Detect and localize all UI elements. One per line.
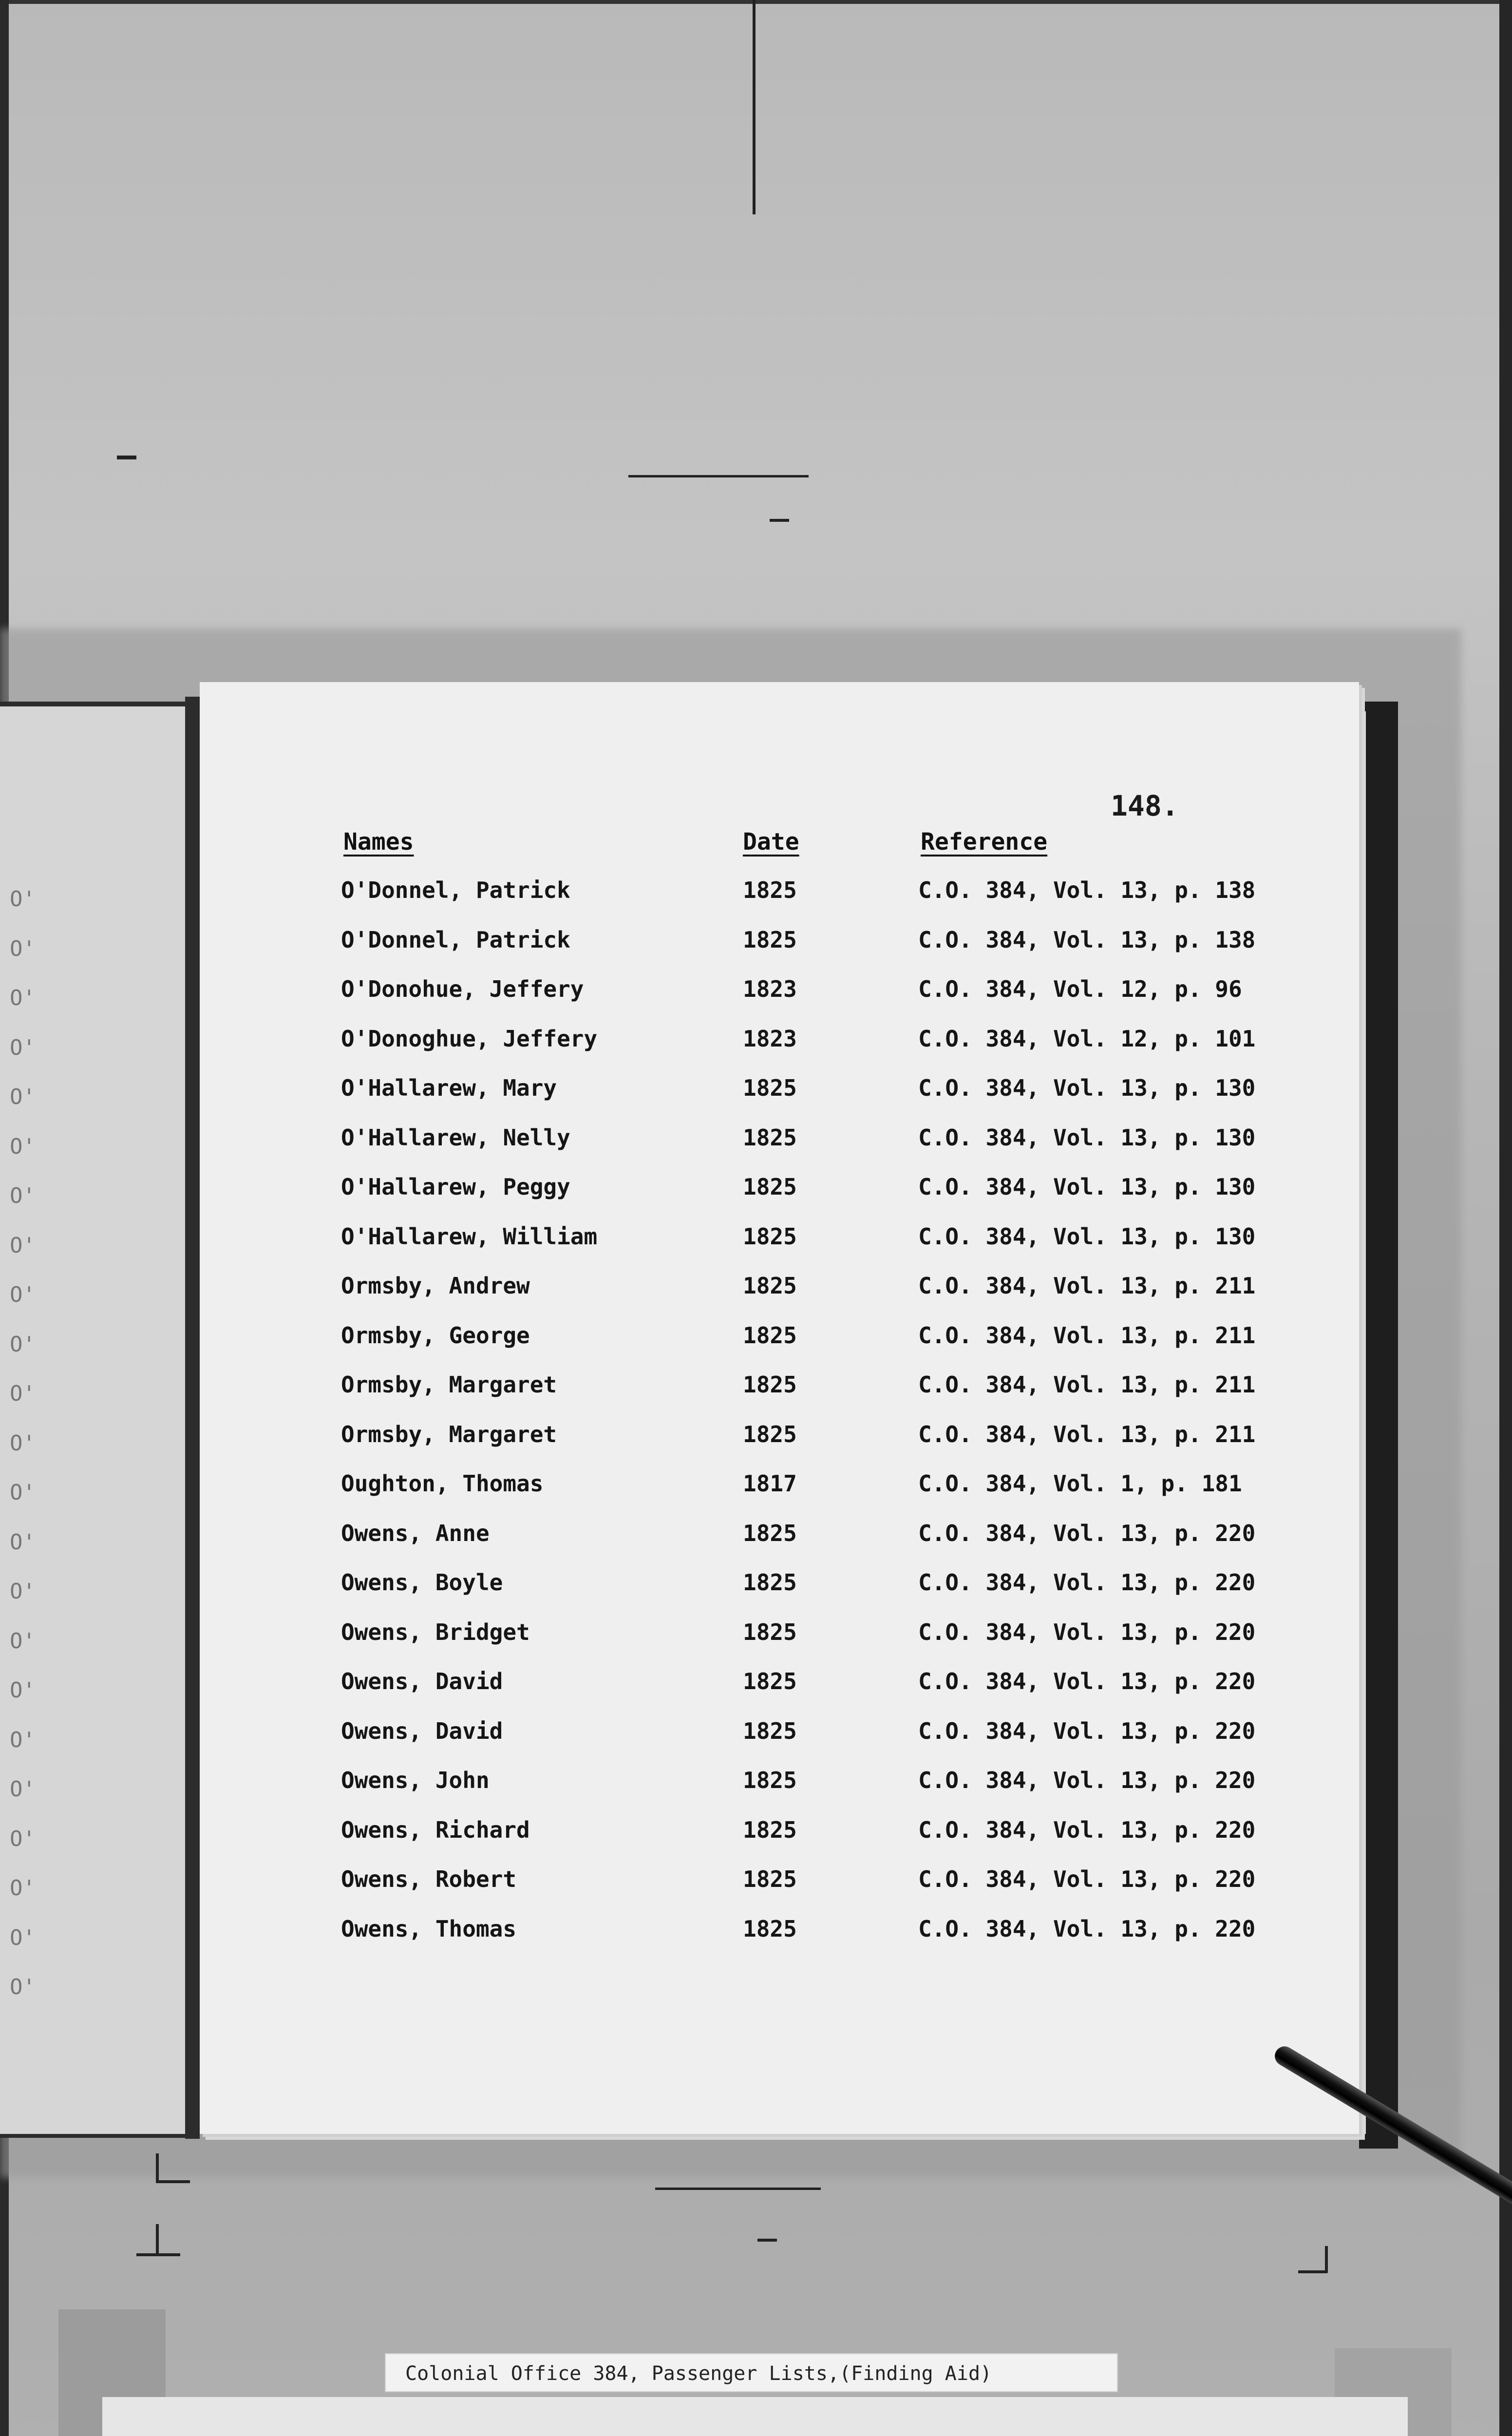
row-name: O'Hallarew, William [341, 1223, 598, 1250]
corner-mark [156, 2180, 190, 2183]
table-row [0, 1817, 1512, 1861]
row-name: Owens, Bridget [341, 1618, 530, 1645]
table-row [0, 1619, 1512, 1663]
corner-mark [156, 2153, 159, 2183]
left-page-mark: O' [10, 1134, 36, 1159]
row-name: O'Hallarew, Nelly [341, 1124, 570, 1151]
left-page-mark: O' [10, 1727, 36, 1752]
row-reference: C.O. 384, Vol. 13, p. 220 [918, 1816, 1256, 1843]
table-row [0, 927, 1512, 971]
row-name: Owens, Thomas [341, 1915, 517, 1942]
left-page-mark: O' [10, 887, 36, 912]
left-page-mark: O' [10, 936, 36, 961]
row-name: Oughton, Thomas [341, 1470, 544, 1497]
row-date: 1825 [743, 1223, 797, 1250]
row-name: Ormsby, Andrew [341, 1273, 530, 1299]
row-reference: C.O. 384, Vol. 13, p. 220 [918, 1866, 1256, 1892]
dash-mark [757, 2239, 777, 2242]
row-reference: C.O. 384, Vol. 13, p. 211 [918, 1371, 1256, 1398]
row-reference: C.O. 384, Vol. 13, p. 220 [918, 1767, 1256, 1793]
table-row [0, 1866, 1512, 1910]
row-name: O'Hallarew, Peggy [341, 1174, 570, 1200]
table-row [0, 1273, 1512, 1316]
row-date: 1823 [743, 976, 797, 1002]
left-page-mark: O' [10, 1579, 36, 1604]
corner-mark [1298, 2270, 1327, 2273]
row-reference: C.O. 384, Vol. 13, p. 138 [918, 877, 1256, 903]
vertical-mark [753, 0, 756, 214]
row-date: 1825 [743, 1767, 797, 1793]
row-date: 1825 [743, 1322, 797, 1349]
row-name: Ormsby, Margaret [341, 1371, 557, 1398]
row-date: 1825 [743, 1075, 797, 1101]
table-row [0, 1124, 1512, 1168]
table-row [0, 1470, 1512, 1514]
left-page-mark: O' [10, 1233, 36, 1258]
table-row [0, 976, 1512, 1020]
left-page-mark: O' [10, 1777, 36, 1802]
left-page-mark: O' [10, 1529, 36, 1555]
left-page-mark: O' [10, 1430, 36, 1456]
archives-label [102, 2397, 1408, 2436]
row-name: Ormsby, Margaret [341, 1421, 557, 1447]
row-reference: C.O. 384, Vol. 13, p. 130 [918, 1075, 1256, 1101]
row-reference: C.O. 384, Vol. 13, p. 211 [918, 1421, 1256, 1447]
left-page-mark: O' [10, 986, 36, 1010]
left-page-mark: O' [10, 1678, 36, 1703]
row-name: O'Hallarew, Mary [341, 1075, 557, 1101]
film-border-top [0, 0, 1512, 4]
left-page-mark: O' [10, 1876, 36, 1901]
row-name: O'Donnel, Patrick [341, 877, 570, 903]
row-reference: C.O. 384, Vol. 13, p. 130 [918, 1174, 1256, 1200]
row-date: 1825 [743, 1816, 797, 1843]
row-name: O'Donohue, Jeffery [341, 976, 584, 1002]
table-row [0, 1916, 1512, 1960]
row-date: 1825 [743, 1520, 797, 1546]
left-page-mark: O' [10, 1035, 36, 1060]
horizontal-mark [628, 475, 809, 477]
header-names: Names [343, 828, 414, 856]
left-page-mark: O' [10, 1480, 36, 1505]
row-reference: C.O. 384, Vol. 1, p. 181 [918, 1470, 1242, 1497]
row-date: 1825 [743, 1371, 797, 1398]
table-row [0, 1223, 1512, 1267]
left-page-mark: O' [10, 1925, 36, 1950]
row-name: Owens, Richard [341, 1816, 530, 1843]
row-date: 1825 [743, 1717, 797, 1744]
table-row [0, 1322, 1512, 1366]
left-page-mark: O' [10, 1975, 36, 1999]
row-name: O'Donnel, Patrick [341, 926, 570, 953]
dash-mark [655, 2188, 821, 2190]
row-date: 1825 [743, 1866, 797, 1892]
row-name: Owens, Anne [341, 1520, 490, 1546]
row-name: Ormsby, George [341, 1322, 530, 1349]
row-name: O'Donoghue, Jeffery [341, 1025, 598, 1052]
left-page-mark: O' [10, 1826, 36, 1851]
row-reference: C.O. 384, Vol. 13, p. 130 [918, 1124, 1256, 1151]
row-date: 1825 [743, 877, 797, 903]
table-row [0, 1668, 1512, 1712]
table-row [0, 1569, 1512, 1613]
row-reference: C.O. 384, Vol. 13, p. 220 [918, 1569, 1256, 1596]
dash-mark [117, 456, 136, 459]
left-page-mark: O' [10, 1628, 36, 1654]
row-reference: C.O. 384, Vol. 13, p. 220 [918, 1717, 1256, 1744]
table-row [0, 1075, 1512, 1119]
table-row [0, 1371, 1512, 1415]
row-reference: C.O. 384, Vol. 13, p. 220 [918, 1618, 1256, 1645]
left-page-mark: O' [10, 1183, 36, 1208]
row-name: Owens, Boyle [341, 1569, 503, 1596]
left-page-mark: O' [10, 1085, 36, 1109]
row-reference: C.O. 384, Vol. 13, p. 211 [918, 1322, 1256, 1349]
left-page-mark: O' [10, 1381, 36, 1406]
row-date: 1825 [743, 1174, 797, 1200]
row-date: 1825 [743, 1421, 797, 1447]
row-reference: C.O. 384, Vol. 13, p. 138 [918, 926, 1256, 953]
corner-mark [1325, 2246, 1328, 2273]
table-row [0, 1767, 1512, 1811]
row-date: 1825 [743, 1668, 797, 1694]
header-reference: Reference [921, 828, 1048, 856]
table-row [0, 1421, 1512, 1465]
corner-mark [136, 2253, 180, 2256]
row-date: 1823 [743, 1025, 797, 1052]
row-name: Owens, John [341, 1767, 490, 1793]
film-border-right [1499, 0, 1512, 2436]
row-reference: C.O. 384, Vol. 13, p. 220 [918, 1668, 1256, 1694]
row-name: Owens, Robert [341, 1866, 517, 1892]
row-date: 1825 [743, 1569, 797, 1596]
table-row [0, 1174, 1512, 1218]
row-date: 1817 [743, 1470, 797, 1497]
row-date: 1825 [743, 1915, 797, 1942]
row-name: Owens, David [341, 1717, 503, 1744]
page-number: 148. [1111, 789, 1179, 822]
table-row [0, 1718, 1512, 1762]
header-date: Date [743, 828, 799, 856]
table-row [0, 1520, 1512, 1564]
dash-mark [770, 519, 789, 522]
left-page-mark: O' [10, 1282, 36, 1307]
row-reference: C.O. 384, Vol. 13, p. 130 [918, 1223, 1256, 1250]
row-reference: C.O. 384, Vol. 13, p. 220 [918, 1520, 1256, 1546]
row-date: 1825 [743, 1273, 797, 1299]
row-reference: C.O. 384, Vol. 13, p. 211 [918, 1273, 1256, 1299]
row-name: Owens, David [341, 1668, 503, 1694]
caption-strip: Colonial Office 384, Passenger Lists,(Finding Aid) [385, 2353, 1118, 2392]
row-date: 1825 [743, 926, 797, 953]
row-reference: C.O. 384, Vol. 12, p. 96 [918, 976, 1242, 1002]
table-row [0, 1026, 1512, 1069]
row-reference: C.O. 384, Vol. 12, p. 101 [918, 1025, 1256, 1052]
corner-mark [156, 2224, 159, 2253]
table-row [0, 877, 1512, 921]
row-date: 1825 [743, 1618, 797, 1645]
left-page-mark: O' [10, 1332, 36, 1357]
row-reference: C.O. 384, Vol. 13, p. 220 [918, 1915, 1256, 1942]
row-date: 1825 [743, 1124, 797, 1151]
